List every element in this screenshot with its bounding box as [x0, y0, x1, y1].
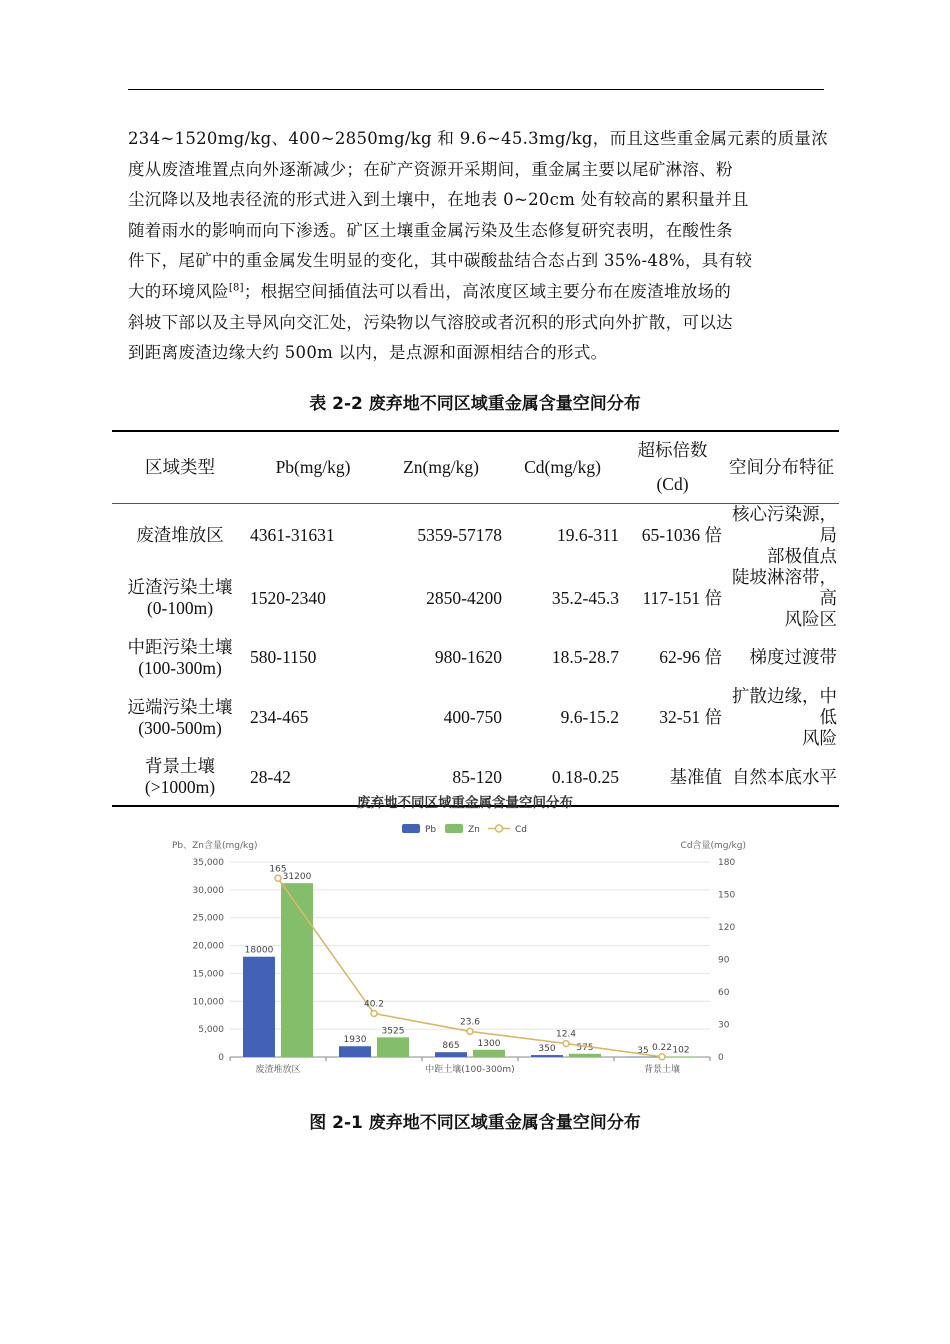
bar-data-label: 575	[576, 1042, 594, 1053]
x-tick-label: 背景土壤	[643, 1065, 681, 1075]
y-tick-label: 0	[218, 1053, 224, 1063]
feature-line: 扩散边缘，中低	[732, 686, 837, 728]
header-zn: Zn(mg/kg)	[403, 456, 479, 477]
legend-label: Cd	[515, 825, 527, 835]
zn-cell: 5359-57178	[417, 524, 502, 545]
line-point	[467, 1028, 473, 1034]
line-data-label: 165	[269, 864, 287, 875]
region-name: 远端污染土壤	[127, 696, 233, 717]
data-table	[112, 430, 839, 807]
region-cell	[112, 503, 248, 567]
y2-tick-label: 0	[718, 1053, 724, 1063]
bar-data-label: 18000	[244, 945, 274, 956]
feature-line: 风险	[802, 728, 837, 749]
zn-cell: 2850-4200	[426, 587, 502, 608]
line-point	[563, 1041, 569, 1047]
feature-line: 风险区	[784, 608, 837, 629]
region-range: (300-500m)	[138, 717, 222, 738]
table-row	[112, 686, 839, 749]
exceed-cell: 62-96 倍	[659, 647, 722, 668]
line-data-label: 40.2	[363, 999, 385, 1010]
bar-data-label: 350	[538, 1044, 556, 1055]
bar-pb	[435, 1052, 467, 1057]
line-data-label: 0.22	[651, 1042, 673, 1053]
header-feature: 空间分布特征	[729, 456, 834, 477]
x-tick-label: 废渣堆放区	[255, 1065, 301, 1075]
chart-title: 废弃地不同区域重金属含量空间分布	[357, 795, 573, 811]
legend-marker	[496, 825, 503, 832]
bar-data-label: 3525	[381, 1026, 405, 1037]
region-range: (>1000m)	[144, 777, 216, 798]
bar-zn	[377, 1037, 409, 1057]
feature-line: 核心污染源，局	[732, 503, 837, 545]
table-row	[112, 630, 839, 687]
header-exceed	[621, 431, 724, 503]
region-cell	[112, 630, 248, 687]
line-point	[275, 875, 281, 881]
y2-axis-title: Cd含量(mg/kg)	[680, 841, 746, 851]
zn-cell: 85-120	[452, 766, 502, 787]
feature-line: 陡坡淋溶带，高	[732, 566, 837, 608]
line-text: 大的环境风险	[128, 281, 229, 301]
legend-label: Zn	[468, 825, 480, 835]
feature-cell	[724, 686, 839, 749]
region-range: (100-300m)	[138, 657, 222, 678]
y-tick-label: 5,000	[198, 1025, 224, 1036]
cd-cell: 18.5-28.7	[551, 647, 619, 668]
bar-zn	[665, 1056, 697, 1057]
zn-cell: 400-750	[443, 707, 502, 728]
cd-cell: 35.2-45.3	[551, 587, 619, 608]
exceed-cell: 32-51 倍	[659, 707, 722, 728]
y2-tick-label: 60	[718, 988, 730, 998]
legend-label: Pb	[425, 825, 437, 835]
exceed-cell: 65-1036 倍	[641, 524, 722, 545]
paragraph-line: 到距离废渣边缘大约 500m 以内，是点源和面源相结合的形式。	[128, 343, 608, 363]
y-tick-label: 25,000	[192, 913, 224, 924]
exceed-cell: 117-151 倍	[642, 587, 722, 608]
bar-line-chart	[170, 790, 760, 1080]
pb-cell: 4361-31631	[250, 524, 335, 545]
bar-zn	[281, 883, 313, 1057]
legend-swatch	[445, 824, 463, 833]
paragraph-line: 斜坡下部以及主导风向交汇处，污染物以气溶胶或者沉积的形式向外扩散，可以达	[128, 312, 733, 332]
bar-data-label: 1930	[343, 1035, 367, 1046]
header-exceed-line1: 超标倍数	[637, 440, 708, 461]
y-tick-label: 10,000	[192, 997, 224, 1008]
bar-pb	[339, 1046, 371, 1057]
table-row	[112, 503, 839, 567]
y2-tick-label: 120	[718, 923, 736, 933]
region-range: (0-100m)	[146, 598, 214, 618]
paragraph-line: 234~1520mg/kg、400~2850mg/kg 和 9.6~45.3mg/kg，而且这些重金属元素的质量浓	[128, 129, 828, 148]
paragraph-line: 件下，尾矿中的重金属发生明显的变化，其中碳酸盐结合态占到 35%-48%，具有较	[128, 251, 753, 271]
cd-cell: 9.6-15.2	[560, 707, 619, 728]
feature-cell	[724, 630, 839, 687]
y2-tick-label: 90	[718, 955, 730, 966]
header-exceed-line2: (Cd)	[656, 474, 689, 495]
y2-tick-label: 150	[718, 890, 736, 901]
feature-line: 梯度过渡带	[749, 647, 837, 668]
header-pb: Pb(mg/kg)	[275, 456, 351, 477]
table-header-row	[112, 431, 839, 503]
region-cell	[112, 567, 248, 630]
chart-container	[170, 790, 760, 1080]
feature-cell	[724, 567, 839, 630]
header-rule	[128, 89, 824, 90]
bar-zn	[569, 1054, 601, 1057]
pb-cell: 580-1150	[250, 647, 317, 668]
body-paragraph	[128, 124, 828, 369]
paragraph-line	[128, 277, 824, 308]
paragraph-line: 随着雨水的影响而向下渗透。矿区土壤重金属污染及生态修复研究表明，在酸性条	[128, 220, 733, 240]
y-axis-title: Pb、Zn含量(mg/kg)	[172, 841, 258, 851]
region-cell	[112, 686, 248, 749]
feature-line: 自然本底水平	[732, 766, 837, 787]
feature-cell	[724, 503, 839, 567]
citation-link[interactable]: [8]	[228, 282, 244, 294]
line-point	[659, 1054, 665, 1060]
pb-cell: 28-42	[250, 766, 291, 787]
feature-line: 部极值点	[767, 545, 837, 566]
region-name: 中距污染土壤	[127, 636, 233, 657]
paragraph-line: 度从废渣堆置点向外逐渐减少；在矿产资源开采期间，重金属主要以尾矿淋溶、粉	[128, 159, 733, 179]
header-region: 区域类型	[145, 456, 215, 477]
pb-cell: 234-465	[250, 707, 309, 728]
bar-pb	[531, 1055, 563, 1057]
region-name: 废渣堆放区	[136, 524, 224, 545]
region-name: 近渣污染土壤	[127, 577, 233, 597]
line-point	[371, 1010, 377, 1016]
y-tick-label: 15,000	[192, 969, 224, 980]
pb-cell: 1520-2340	[250, 587, 326, 608]
y-tick-label: 30,000	[192, 885, 224, 896]
region-name: 背景土壤	[145, 756, 215, 777]
y-tick-label: 20,000	[192, 941, 224, 952]
bar-pb	[243, 957, 275, 1057]
line-text: ；根据空间插值法可以看出，高浓度区域主要分布在废渣堆放场的	[243, 281, 732, 301]
cd-cell: 0.18-0.25	[551, 766, 619, 787]
line-data-label: 23.6	[459, 1017, 481, 1028]
bar-data-label: 35	[637, 1045, 649, 1056]
table-row	[112, 567, 839, 630]
bar-zn	[473, 1050, 505, 1057]
y-tick-label: 35,000	[192, 858, 224, 868]
paragraph-line: 尘沉降以及地表径流的形式进入到土壤中，在地表 0~20cm 处有较高的累积量并且	[128, 190, 749, 210]
exceed-cell: 基准值	[669, 766, 722, 787]
table-caption: 表 2-2 废弃地不同区域重金属含量空间分布	[309, 394, 641, 414]
zn-cell: 980-1620	[434, 647, 502, 668]
legend-swatch	[402, 824, 420, 833]
line-data-label: 12.4	[555, 1029, 577, 1040]
bar-pb	[627, 1057, 659, 1058]
y2-tick-label: 180	[718, 858, 736, 868]
header-cd: Cd(mg/kg)	[524, 456, 601, 477]
x-tick-label: 中距土壤(100-300m)	[425, 1065, 515, 1075]
bar-data-label: 865	[442, 1041, 460, 1052]
figure-caption: 图 2-1 废弃地不同区域重金属含量空间分布	[309, 1113, 641, 1133]
y2-tick-label: 30	[718, 1020, 730, 1031]
bar-data-label: 102	[672, 1045, 690, 1056]
bar-data-label: 1300	[477, 1038, 501, 1049]
bar-data-label: 31200	[282, 872, 312, 883]
cd-cell: 19.6-311	[556, 524, 619, 545]
